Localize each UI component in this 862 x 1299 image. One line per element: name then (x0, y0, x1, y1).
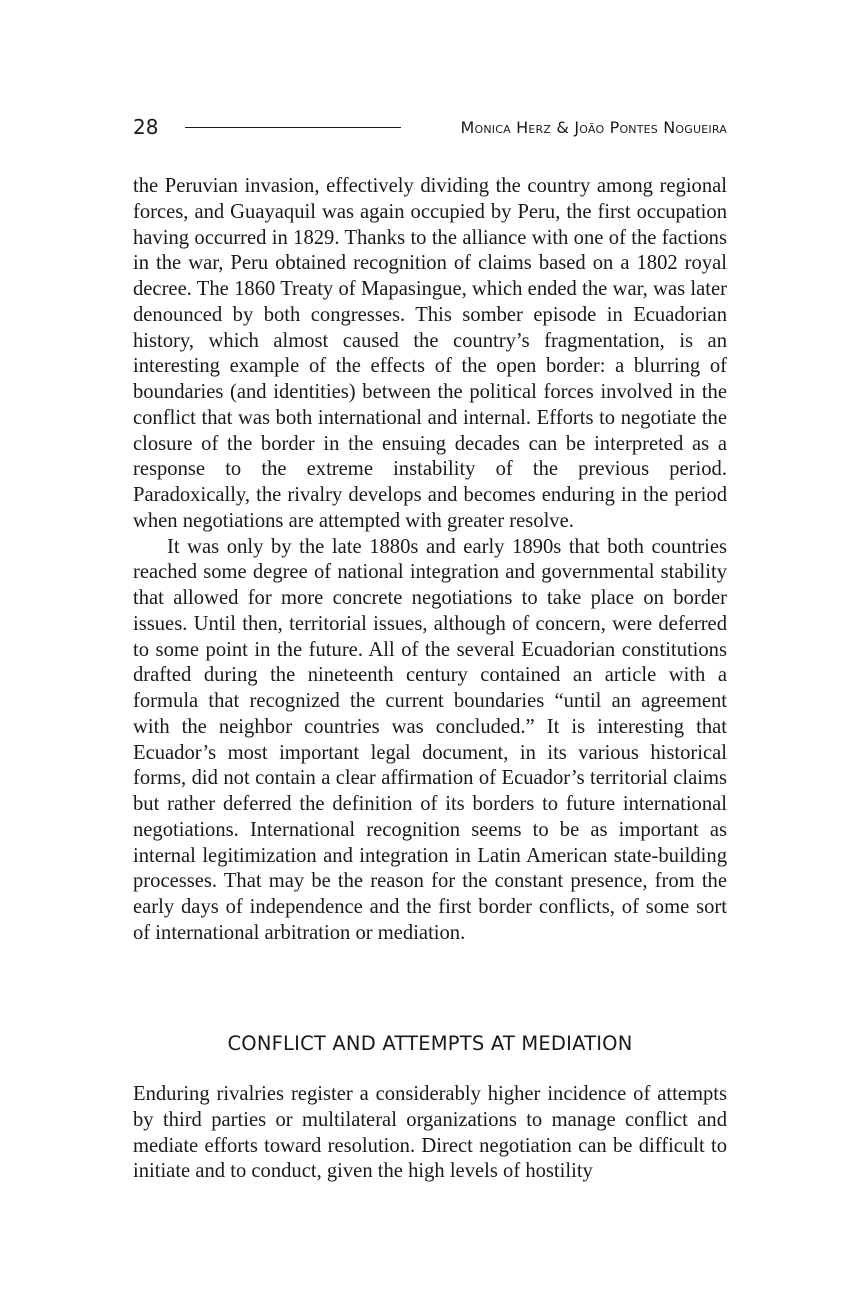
paragraph: It was only by the late 1880s and early 1890s that both countries reached some degree of national integration and governmental stability that allowed for more concrete negotiations to take place on border issues. Until then, territorial issues, although of concern, were deferred to some point in the future. All of the several Ecuadorian constitutions drafted during the nineteenth century contained an article with a formula that recognized the current boundaries “until an agreement with the neighbor countries was concluded.” It is interesting that Ecuador’s most important legal document, in its various historical forms, did not contain a clear affirmation of Ecuador’s territorial claims but rather deferred the definition of its borders to future international negotiations. International recognition seems to be as important as internal legitimization and integration in Latin American state-building processes. That may be the reason for the constant presence, from the early days of independence and the first border conflicts, of some sort of international arbitration or mediation. (133, 535, 727, 944)
section-heading: CONFLICT AND ATTEMPTS AT MEDIATION (227, 1032, 633, 1055)
page-number: 28 (133, 115, 159, 139)
running-head (133, 114, 727, 140)
paragraph-continued: the Peruvian invasion, effectively dividing the country among regional forces, and Guayaquil was again occupied by Peru, the first occupation having occurred in 1829. Thanks to the alliance with one of the factions in the war, Peru obtained recognition of claims based on a 1802 royal decree. The 1860 Treaty of Mapasingue, which ended the war, was later denounced by both congresses. This somber episode in Ecuadorian history, which almost caused the country’s fragmentation, is an interesting example of the effects of the open border: a blurring of boundaries (and identities) between the political forces involved in the conflict that was both international and internal. Efforts to negotiate the closure of the border in the ensuing decades can be interpreted as a response to the extreme instability of the previous period. Paradoxically, the rivalry develops and becomes enduring in the period when negotiations are attempted with greater resolve. (133, 175, 727, 532)
running-head-authors: Monica Herz & João Pontes Nogueira (460, 118, 727, 137)
section-paragraph: Enduring rivalries register a considerably higher incidence of attempts by third parties or multilateral organizations to manage conflict and mediate efforts toward resolution. Direct negotiation can be difficult to initiate and to conduct, given the high levels of hostility (133, 1083, 727, 1183)
body-text (133, 174, 727, 947)
section-body (133, 1082, 727, 1185)
header-rule (185, 127, 401, 128)
